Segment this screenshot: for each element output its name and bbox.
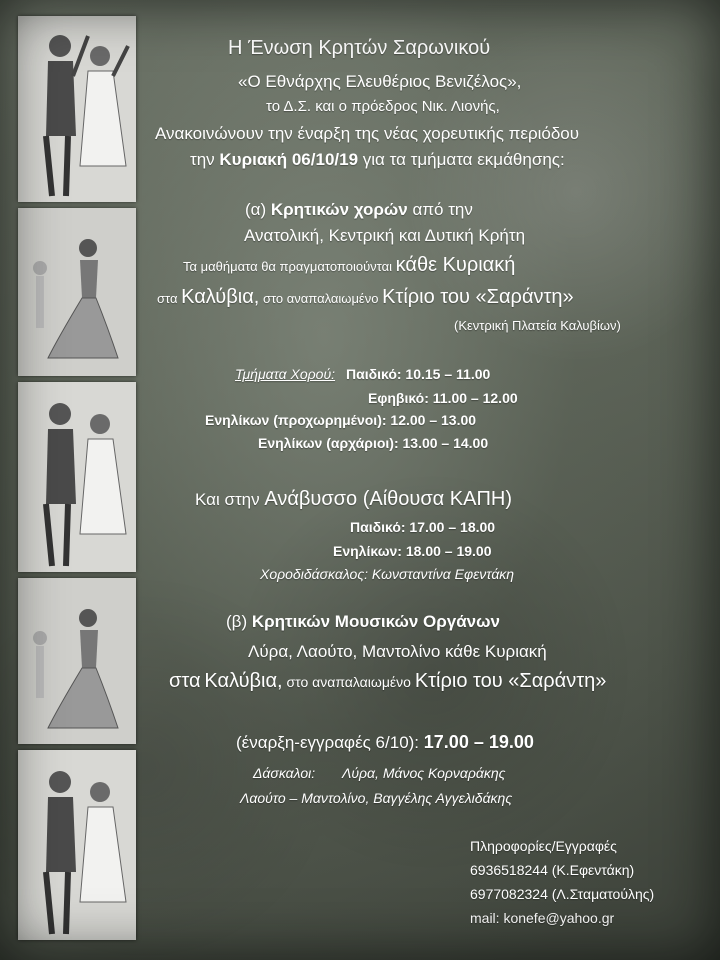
dancer-sketch-icon: [18, 208, 136, 376]
schedule-label: Τμήματα Χορού:: [235, 366, 336, 382]
schedule-row-1: Παιδικό: 10.15 – 11.00: [346, 366, 491, 382]
section-a-prefix: (α): [245, 200, 267, 219]
schedule-row-2: Εφηβικό: 11.00 – 12.00: [368, 390, 518, 406]
anavyssos-row-1: Παιδικό: 17.00 – 18.00: [350, 519, 496, 535]
section-b-title: Κρητικών Μουσικών Οργάνων: [251, 612, 500, 631]
section-a-lessons-line: [183, 254, 515, 277]
section-a-place-mid: στο αναπαλαιωμένο: [262, 291, 379, 306]
section-b-place-pre: στα: [169, 670, 201, 692]
section-b-teacher-1: Λύρα, Μάνος Κορναράκης: [342, 765, 506, 781]
dancers-photo-couple: [18, 16, 136, 202]
section-b-teachers-label: Δάσκαλοι:: [253, 765, 316, 781]
anavyssos-row-2: Ενηλίκων: 18.00 – 19.00: [333, 543, 492, 559]
header-board: το Δ.Σ. και ο πρόεδρος Νικ. Λιονής,: [266, 98, 500, 115]
schedule-row-4: Ενηλίκων (αρχάριοι): 13.00 – 14.00: [258, 435, 489, 451]
contact-label: Πληροφορίες/Εγγραφές: [470, 838, 617, 854]
section-b-prefix: (β): [226, 612, 248, 631]
dancers-sketch-icon: [18, 16, 136, 202]
anavyssos-line: [195, 488, 512, 511]
section-b-teacher-2: Λαούτο – Μαντολίνο, Βαγγέλης Αγγελιδάκης: [240, 790, 513, 806]
dancers-photo-couple-3: [18, 750, 136, 940]
dancer-photo-skirt-2: [18, 578, 136, 744]
dancers-sketch-icon: [18, 382, 136, 572]
anavyssos-teacher: Χοροδιδάσκαλος: Κωνσταντίνα Εφεντάκη: [260, 566, 515, 582]
section-b-place-line: [169, 670, 606, 693]
header-subtitle: «Ο Εθνάρχης Ελευθέριος Βενιζέλος»,: [238, 72, 522, 91]
contact-phone-2: 6977082324 (Λ.Σταματούλης): [470, 886, 655, 902]
contact-mail: mail: konefe@yahoo.gr: [470, 910, 615, 926]
header-date-pre: την: [190, 150, 215, 169]
header-title: Η Ένωση Κρητών Σαρωνικού: [228, 37, 491, 59]
dancer-sketch-icon: [18, 578, 136, 744]
header-date-post: για τα τμήματα εκμάθησης:: [362, 150, 565, 169]
section-a-kalyvia: Καλύβια,: [181, 286, 260, 308]
anavyssos-place: Ανάβυσσο (Αίθουσα ΚΑΠΗ): [264, 488, 513, 510]
section-b-start-line: [236, 732, 534, 753]
dancers-sketch-icon: [18, 750, 136, 940]
section-b-start-pre: (έναρξη-εγγραφές 6/10):: [236, 733, 420, 752]
section-a-place-line: [157, 286, 574, 309]
section-b-title-line: [226, 612, 500, 632]
section-b-instruments: Λύρα, Λαούτο, Μαντολίνο κάθε Κυριακή: [248, 642, 547, 661]
section-b-building: Κτίριο του «Σαράντη»: [414, 670, 607, 692]
section-a-building: Κτίριο του «Σαράντη»: [382, 286, 574, 308]
section-a-regions: Ανατολική, Κεντρική και Δυτική Κρήτη: [244, 226, 526, 245]
section-a-title-line: [245, 200, 473, 220]
contact-phone-1: 6936518244 (Κ.Εφεντάκη): [470, 862, 635, 878]
section-a-lessons-pre: Τα μαθήματα θα πραγματοποιούνται: [183, 259, 393, 274]
header-announcement: Ανακοινώνουν την έναρξη της νέας χορευτικής περιόδου: [155, 124, 580, 143]
section-b-kalyvia: Καλύβια,: [204, 670, 283, 692]
schedule-row-3: Ενηλίκων (προχωρημένοι): 12.00 – 13.00: [205, 412, 477, 428]
section-a-place-pre: στα: [157, 291, 178, 306]
dancer-photo-skirt: [18, 208, 136, 376]
header-date: Κυριακή 06/10/19: [219, 150, 359, 169]
header-date-line: [190, 150, 565, 170]
anavyssos-pre: Και στην: [195, 490, 260, 509]
section-a-title: Κρητικών χορών: [270, 200, 408, 219]
section-b-start-time: 17.00 – 19.00: [423, 732, 534, 752]
section-a-title-post: από την: [412, 200, 473, 219]
section-b-place-mid: στο αναπαλαιωμένο: [286, 674, 411, 690]
section-a-place-note: (Κεντρική Πλατεία Καλυβίων): [454, 318, 621, 333]
section-a-every-sunday: κάθε Κυριακή: [395, 254, 516, 276]
dancers-photo-couple-2: [18, 382, 136, 572]
